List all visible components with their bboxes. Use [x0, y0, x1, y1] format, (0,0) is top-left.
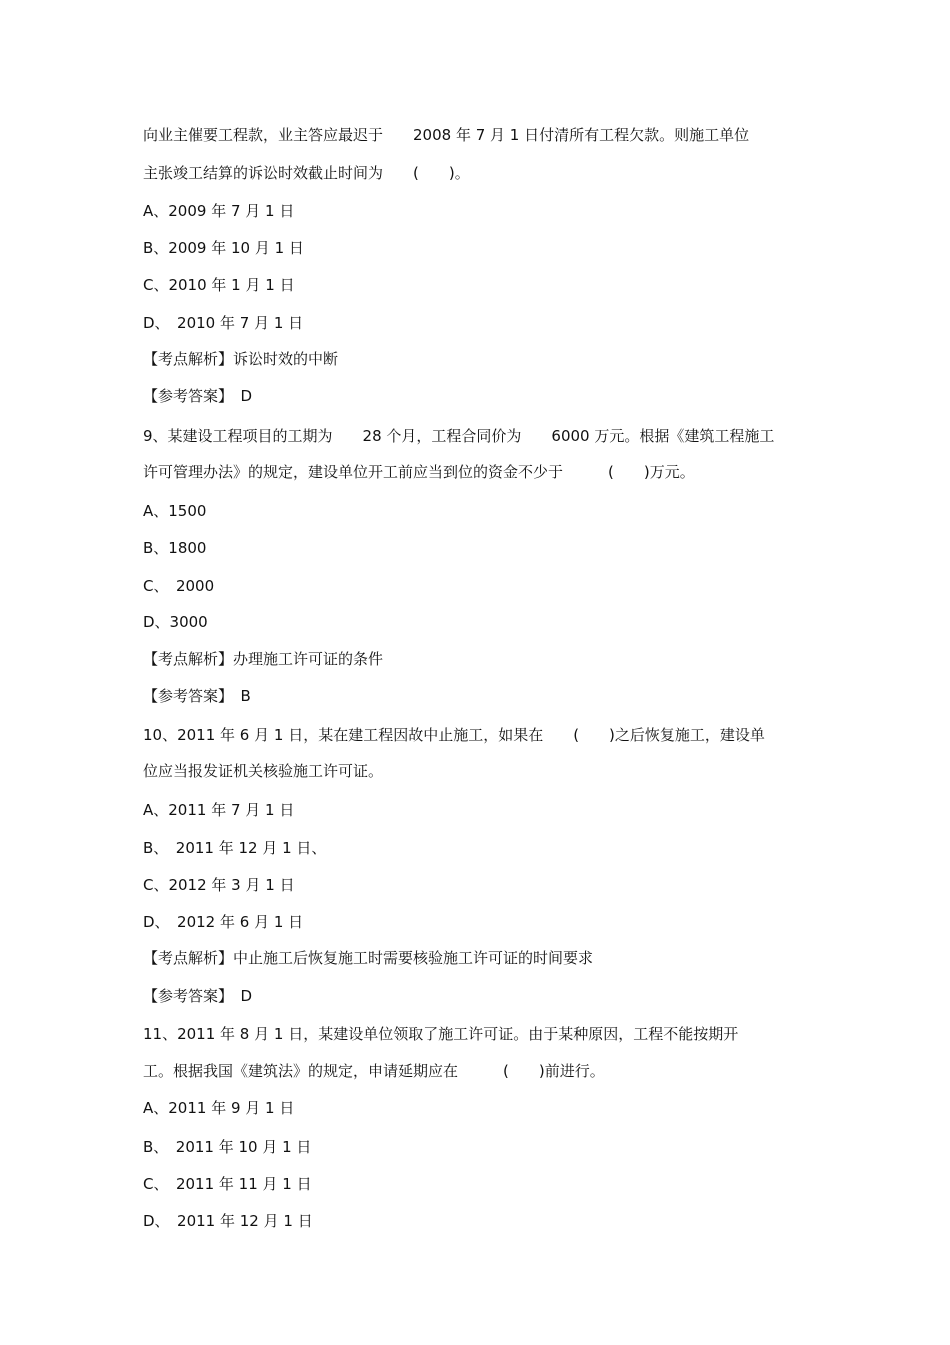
q10-option-a: A、2011 年 7 月 1 日	[143, 801, 295, 819]
q9-analysis: 【考点解析】办理施工许可证的条件	[143, 650, 384, 668]
q9-option-d: D、3000	[143, 613, 208, 631]
question-11-text-line-1: 11、2011 年 8 月 1 日，某建设单位领取了施工许可证。由于某种原因，工程不能按期开	[143, 1025, 739, 1043]
question-11-text-line-2: 工。根据我国《建筑法》的规定，申请延期应在 ( )前进行。	[143, 1062, 605, 1080]
question-10-text-line-2: 位应当报发证机关核验施工许可证。	[143, 762, 384, 780]
q9-option-c: C、 2000	[143, 577, 215, 595]
q8-option-b: B、2009 年 10 月 1 日	[143, 239, 304, 257]
question-8-text-line-1: 向业主催要工程款，业主答应最迟于 2008 年 7 月 1 日付清所有工程欠款。则施工单位	[143, 126, 750, 144]
question-9-text-line-2: 许可管理办法》的规定，建设单位开工前应当到位的资金不少于 ( )万元。	[143, 463, 695, 481]
q11-option-d: D、 2011 年 12 月 1 日	[143, 1212, 313, 1230]
q9-answer: 【参考答案】 B	[143, 687, 251, 705]
q8-answer: 【参考答案】 D	[143, 387, 253, 405]
q10-option-c: C、2012 年 3 月 1 日	[143, 876, 295, 894]
question-9-text-line-1: 9、某建设工程项目的工期为 28 个月，工程合同价为 6000 万元。根据《建筑工程施工	[143, 427, 775, 445]
q8-analysis: 【考点解析】诉讼时效的中断	[143, 350, 339, 368]
q8-option-c: C、2010 年 1 月 1 日	[143, 276, 295, 294]
q9-option-a: A、1500	[143, 502, 207, 520]
q8-option-d: D、 2010 年 7 月 1 日	[143, 314, 304, 332]
q10-option-d: D、 2012 年 6 月 1 日	[143, 913, 304, 931]
q10-option-b: B、 2011 年 12 月 1 日、	[143, 839, 327, 857]
question-8-text-line-2: 主张竣工结算的诉讼时效截止时间为 ( )。	[143, 164, 470, 182]
q9-option-b: B、1800	[143, 539, 207, 557]
q8-option-a: A、2009 年 7 月 1 日	[143, 202, 295, 220]
q10-answer: 【参考答案】 D	[143, 987, 253, 1005]
q11-option-a: A、2011 年 9 月 1 日	[143, 1099, 295, 1117]
q11-option-c: C、 2011 年 11 月 1 日	[143, 1175, 312, 1193]
q10-analysis: 【考点解析】中止施工后恢复施工时需要核验施工许可证的时间要求	[143, 949, 594, 967]
q11-option-b: B、 2011 年 10 月 1 日	[143, 1138, 312, 1156]
question-10-text-line-1: 10、2011 年 6 月 1 日，某在建工程因故中止施工，如果在 ( )之后恢复施工，建设单	[143, 726, 765, 744]
